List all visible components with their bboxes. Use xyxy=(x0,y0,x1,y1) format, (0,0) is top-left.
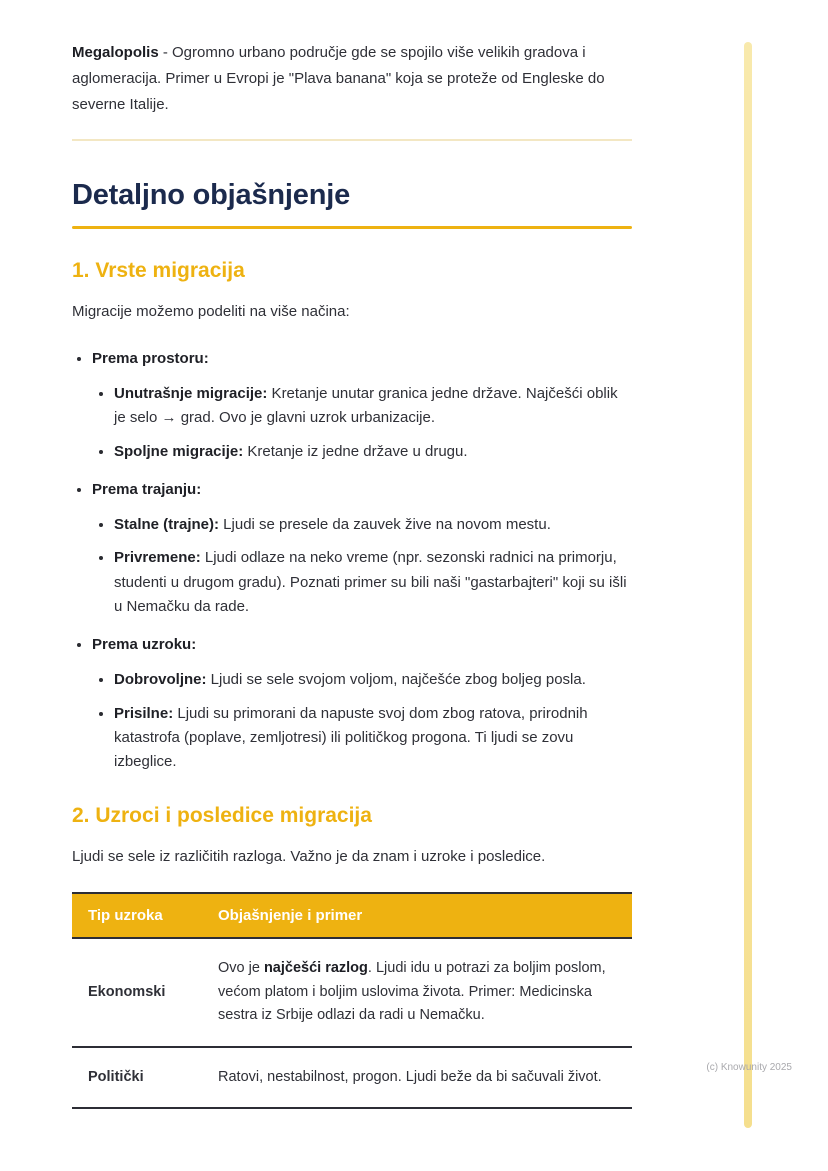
heading-underline xyxy=(72,226,632,229)
header-cell-type: Tip uzroka xyxy=(72,893,202,938)
section-divider xyxy=(72,139,632,141)
list-item xyxy=(114,546,632,619)
group-label: Prema uzroku: xyxy=(92,636,197,654)
document-content xyxy=(72,40,632,1109)
cell-type: Politički xyxy=(72,1047,202,1108)
item-text: Ljudi se sele svojom voljom, najčešće zbog boljeg posla. xyxy=(206,671,586,689)
item-text: Ljudi se presele da zauvek žive na novom mestu. xyxy=(219,516,551,534)
table-row xyxy=(72,1047,632,1108)
table-body xyxy=(72,938,632,1108)
item-term: Prisilne: xyxy=(114,704,174,722)
desc-text: Ratovi, nestabilnost, progon. Ljudi beže da bi sačuvali život. xyxy=(218,1068,602,1085)
list-item xyxy=(114,440,632,464)
item-term: Privremene: xyxy=(114,549,201,567)
main-heading: Detaljno objašnjenje xyxy=(72,179,350,212)
migration-types-list xyxy=(72,347,632,774)
item-term: Dobrovoljne: xyxy=(114,671,207,689)
header-cell-description: Objašnjenje i primer xyxy=(202,893,632,938)
section-2-intro: Ljudi se sele iz različitih razloga. Važno je da znam i uzroke i posledice. xyxy=(72,848,546,866)
term-megalopolis: Megalopolis xyxy=(72,44,159,61)
group-label: Prema trajanju: xyxy=(92,481,202,499)
list-item xyxy=(92,478,632,619)
cell-type: Ekonomski xyxy=(72,938,202,1046)
group-label: Prema prostoru: xyxy=(92,350,209,368)
list-item xyxy=(114,382,632,431)
item-term: Stalne (trajne): xyxy=(114,516,220,534)
list-item xyxy=(114,702,632,775)
intro-text: - Ogromno urbano područje gde se spojilo više velikih gradova i aglomeracija. Primer u Evropi je "Plava banana" koja se proteže od Engleske do severne Italije. xyxy=(72,44,605,113)
table-row xyxy=(72,938,632,1046)
item-term: Unutrašnje migracije: xyxy=(114,385,268,403)
desc-text: . Ljudi idu u potrazi za boljim poslom, većom platom i boljim uslovima života. Primer: Medicinska sestra iz Srbije odlazi da radi u Nemačku. xyxy=(218,960,606,1024)
desc-bold: najčešći razlog xyxy=(263,960,368,977)
section-1-intro: Migracije možemo podeliti na više načina: xyxy=(72,303,350,321)
item-text: Kretanje iz jedne države u drugu. xyxy=(243,442,468,460)
item-text: Ljudi odlaze na neko vreme (npr. sezonski radnici na primorju, studenti u drugom gradu). Poznati primer su bili naši "gastarbajteri" koji su išli u Nemačku da rade. xyxy=(114,549,627,615)
list-item xyxy=(114,668,632,692)
sublist xyxy=(92,668,632,774)
list-item xyxy=(92,633,632,774)
list-item xyxy=(92,347,632,464)
item-text: Kretanje unutar granica jedne države. Najčešći oblik je selo → grad. Ovo je glavni uzrok urbanizacije. xyxy=(114,385,618,427)
sublist xyxy=(92,513,632,619)
item-text: Ljudi su primorani da napuste svoj dom zbog ratova, prirodnih katastrofa (poplave, zemljotresi) ili političkog progona. Ti ljudi se zovu izbeglice. xyxy=(114,704,588,771)
table-header-row xyxy=(72,893,632,938)
section-1-heading: 1. Vrste migracija xyxy=(72,259,245,283)
cell-description xyxy=(202,938,632,1046)
desc-text: Ovo je xyxy=(218,960,264,977)
section-2-heading: 2. Uzroci i posledice migracija xyxy=(72,804,372,828)
causes-table xyxy=(72,892,632,1109)
sublist xyxy=(92,382,632,464)
cell-description xyxy=(202,1047,632,1108)
intro-paragraph xyxy=(72,40,632,117)
item-term: Spoljne migracije: xyxy=(114,442,244,460)
watermark: (c) Knowunity 2025 xyxy=(706,1062,792,1073)
list-item xyxy=(114,513,632,537)
page-edge-accent xyxy=(744,42,752,1128)
table-head xyxy=(72,893,632,938)
